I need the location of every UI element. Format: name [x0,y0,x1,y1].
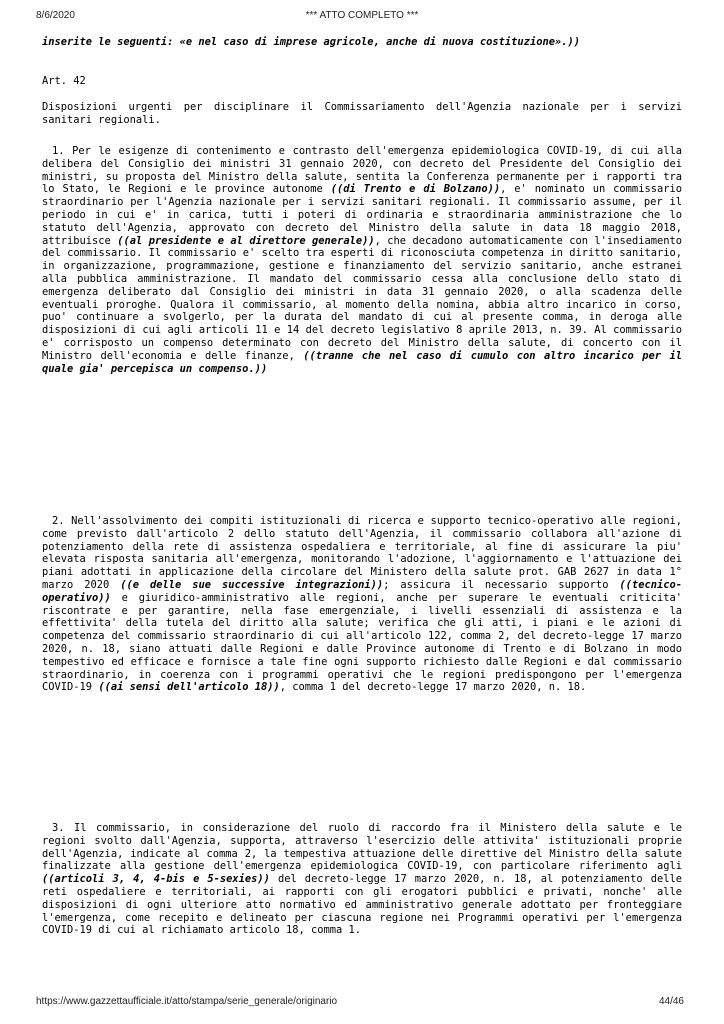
article-number: Art. 42 [42,75,86,87]
paragraph-1-text: , che decadono automaticamente con l'insediamento del commissario. Il commissario e' scelto tra esperti di riconosciuta competenza in diritto sanitario, in organizzazione, programmazione, gestione e finanziamento del servizio sanitario, anche estranei alla pubblica amministrazione. Il mandato del commissario cessa alla conclusione dello stato di emergenza deliberato dal Consiglio dei ministri in data 31 gennaio 2020, o alla scadenza delle eventuali proroghe. Qualora il commissario, al momento della nomina, abbia altro incarico in corso, puo' continuare a svolgerlo, per la durata del mandato di cui al presente comma, in deroga alle disposizioni di cui agli articoli 11 e 14 del decreto legislativo 8 aprile 2013, n. 39. Al commissario e' corrisposto un compenso determinato con decreto del Ministro della salute, di concerto con il Ministro dell'economia e delle finanze, [42,234,683,362]
amendment-text: ((di Trento e di Bolzano)) [330,183,501,196]
paragraph-1-text: , e' nominato un commissario straordinario per l'Agenzia nazionale per i servizi sanitari regionali. Il commissario assume, per il periodo in cui e' in carica, tutti i poteri di ordinaria e straordinaria amministrazione che lo statuto dell'Agenzia, approvato con decreto del Ministro della salute in data 18 maggio 2018, attribuisce [42,183,682,247]
amendment-text: ((tranne che nel caso di cumulo con altro incarico per il quale gia' percepisca un compenso.)) [42,349,682,375]
amendment-text: ((ai sensi dell'articolo 18)) [98,681,280,694]
article-heading-text: Disposizioni urgenti per disciplinare il Commissariamento dell'Agenzia nazionale per i servizi sanitari regionali. [42,101,682,126]
print-date: 8/6/2020 [36,10,75,21]
amendment-text: ((al presidente e al direttore generale)) [117,234,375,247]
paragraph-2 [42,515,682,694]
paragraph-2-text: e giuridico-amministrativo alle regioni, anche per superare le eventuali criticita' riscontrate e per garantire, nella fase emergenziale, i livelli essenziali di assistenza e la effettivita' della tutela del diritto alla salute; verifica che gli atti, i piani e le azioni di competenza del commissario straordinario di cui all'articolo 122, comma 2, del decreto-legge 17 marzo 2020, n. 18, siano attuati dalle Regioni e dalle Province autonome di Trento e di Bolzano in modo tempestivo ed efficace e fornisce a tale fine ogni supporto richiesto dalle Regioni e dal commissario straordinario, in coerenza con i programmi operativi che le regioni predispongono per l'emergenza COVID-19 [42,591,682,694]
paragraph-3-text: 3. Il commissario, in considerazione del ruolo di raccordo fra il Ministero della salute e le regioni svolto dall'Agenzia, supporta, attraverso l'esercizio delle attivita' istituzionali proprie dell'Agenzia, indicate al comma 2, la tempestiva attuazione delle direttive del Ministro della salute finalizzate alla gestione dell'emergenza epidemiologica COVID-19, con particolare riferimento agli [42,822,682,873]
paragraph-2-text: , comma 1 del decreto-legge 17 marzo 2020, n. 18. [279,681,587,694]
print-header [0,10,724,24]
print-footer [0,996,724,1010]
amendment-text: ((tecnico-operativo)) [42,578,682,604]
source-url: https://www.gazzettaufficiale.it/atto/stampa/serie_generale/originario [36,996,338,1007]
paragraph-2-text: 2. Nell'assolvimento dei compiti istituzionali di ricerca e supporto tecnico-operativo alle regioni, come previsto dall'articolo 2 dello statuto dell'Agenzia, il commissario collabora all'azione di potenziamento della rete di assistenza ospedaliera e territoriale, al fine di assicurare la piu' elevata risposta sanitaria all'emergenza, monitorando l'adozione, l'aggiornamento e l'attuazione dei piani adottati in applicazione della circolare del Ministero della salute prot. GAB 2627 in data 1° marzo 2020 [42,515,682,591]
page-number: 44/46 [658,996,684,1007]
amendment-text: ((articoli 3, 4, 4-bis e 5-sexies)) [42,873,270,886]
paragraph-3-text: del decreto-legge 17 marzo 2020, n. 18, al potenziamento delle reti ospedaliere e territoriali, ai rapporti con gli erogatori pubblici e privati, nonche' alle disposizioni di ogni ulteriore atto normativo ed amministrativo generale adottato per fronteggiare l'emergenza, come recepito e delineato per ciascuna regione nei Programmi operativi per l'emergenza COVID-19 di cui al richiamato articolo 18, comma 1. [42,873,683,937]
paragraph-1 [42,145,682,375]
print-title: *** ATTO COMPLETO *** [305,10,419,21]
paragraph-3 [42,822,682,937]
carry-over-text: inserite le seguenti: «e nel caso di imprese agricole, anche di nuova costituzione».)) [42,36,580,48]
article-heading [42,101,682,127]
amendment-text: ((e delle sue successive integrazioni)) [120,578,384,591]
paragraph-1-text: 1. Per le esigenze di contenimento e contrasto dell'emergenza epidemiologica COVID-19, di cui alla delibera del Consiglio dei ministri 31 gennaio 2020, con decreto del Presidente del Consiglio dei ministri, su proposta del Ministro della salute, sentita la Conferenza permanente per i rapporti tra lo Stato, le Regioni e le province autonome [42,145,682,196]
paragraph-2-text: ; assicura il necessario supporto [383,578,620,591]
